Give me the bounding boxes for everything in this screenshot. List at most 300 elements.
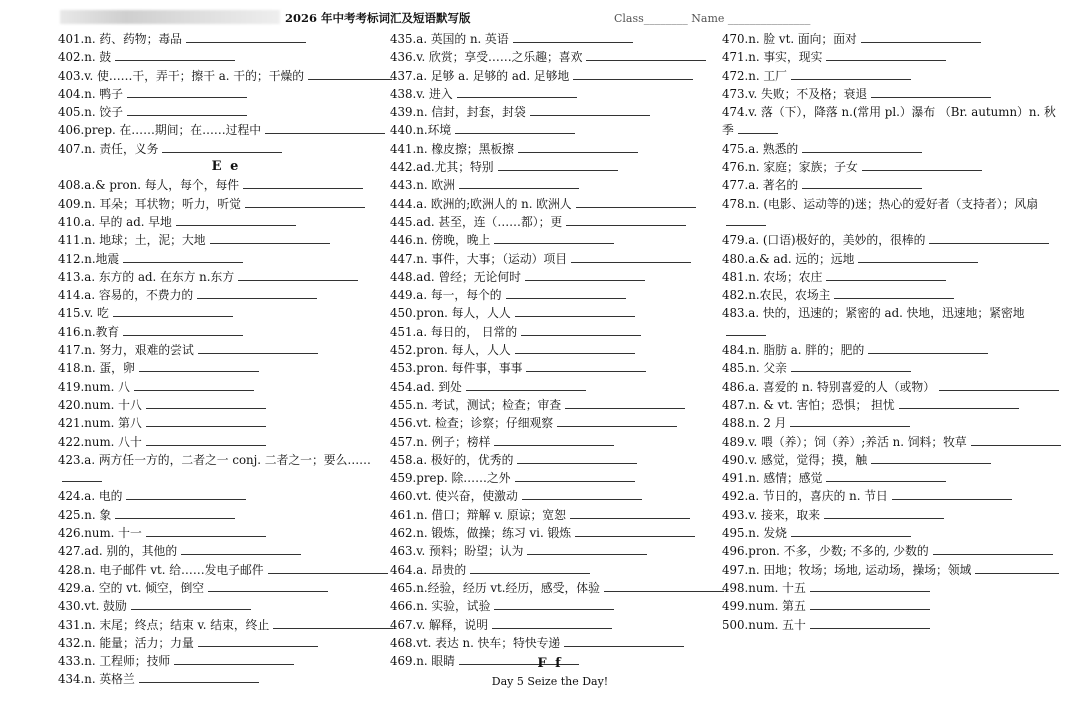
entry-definition: n. 蛋，卵 bbox=[84, 361, 135, 376]
answer-blank[interactable] bbox=[146, 396, 266, 409]
answer-blank[interactable] bbox=[791, 524, 911, 537]
vocab-entry bbox=[58, 286, 394, 304]
entry-definition: n. 努力，艰难的尝试 bbox=[84, 343, 194, 358]
entry-definition: n. 象 bbox=[84, 507, 112, 522]
vocab-entry bbox=[722, 304, 1064, 341]
answer-blank[interactable] bbox=[892, 487, 1012, 500]
entry-number: 453. bbox=[390, 361, 417, 376]
answer-blank[interactable] bbox=[858, 250, 978, 263]
vocab-entry bbox=[390, 30, 726, 48]
answer-blank[interactable] bbox=[198, 634, 318, 647]
entry-definition: a. 两方任一方的，二者之一 conj. 二者之一；要么…… bbox=[84, 452, 371, 467]
entry-definition: v. 欣赏；享受……之乐趣；喜欢 bbox=[416, 50, 583, 65]
vocab-entry bbox=[722, 561, 1064, 579]
entry-number: 499. bbox=[722, 599, 749, 614]
entry-definition: n.农民，农场主 bbox=[748, 288, 831, 303]
vocab-entry bbox=[390, 451, 726, 469]
entry-number: 427. bbox=[58, 544, 85, 559]
section-heading-f: F f bbox=[537, 656, 563, 671]
entry-number: 485. bbox=[722, 361, 749, 376]
entry-definition: a.& pron. 每人，每个，每件 bbox=[84, 178, 240, 193]
vocab-entry bbox=[58, 341, 394, 359]
entry-number: 483. bbox=[722, 306, 749, 321]
answer-blank[interactable] bbox=[131, 597, 251, 610]
entry-definition: n. 2 月 bbox=[748, 416, 787, 431]
answer-blank[interactable] bbox=[245, 195, 365, 208]
answer-blank[interactable] bbox=[134, 378, 254, 391]
answer-blank[interactable] bbox=[126, 487, 246, 500]
vocab-entry bbox=[58, 103, 394, 121]
answer-blank[interactable] bbox=[146, 433, 266, 446]
answer-blank[interactable] bbox=[455, 121, 575, 134]
answer-blank[interactable] bbox=[868, 341, 988, 354]
vocab-entry bbox=[390, 304, 726, 322]
entry-number: 417. bbox=[58, 343, 85, 358]
entry-definition: a. 昂贵的 bbox=[416, 562, 467, 577]
answer-blank[interactable] bbox=[197, 286, 317, 299]
answer-blank[interactable] bbox=[517, 451, 637, 464]
answer-blank[interactable] bbox=[526, 359, 646, 372]
answer-blank[interactable] bbox=[186, 30, 306, 43]
entry-number: 462. bbox=[390, 526, 417, 541]
vocab-entry bbox=[390, 359, 726, 377]
answer-blank[interactable] bbox=[470, 561, 590, 574]
answer-blank[interactable] bbox=[243, 176, 363, 189]
entry-definition: pron. 每人，人人 bbox=[416, 306, 511, 321]
answer-blank[interactable] bbox=[810, 616, 930, 629]
answer-blank[interactable] bbox=[174, 652, 294, 665]
vocab-entry bbox=[390, 506, 726, 524]
page-title: 2026 年中考考标词汇及短语默写版 bbox=[285, 11, 471, 25]
vocab-entry bbox=[58, 652, 394, 670]
vocab-entry bbox=[722, 524, 1064, 542]
answer-blank[interactable] bbox=[586, 48, 706, 61]
entry-definition: a. 熟悉的 bbox=[748, 141, 799, 156]
entry-definition: a. 东方的 ad. 在东方 n.东方 bbox=[84, 269, 235, 284]
vocab-entry bbox=[58, 250, 394, 268]
answer-blank[interactable] bbox=[565, 396, 685, 409]
entry-number: 500. bbox=[722, 617, 749, 632]
entry-number: 475. bbox=[722, 141, 749, 156]
entry-number: 480. bbox=[722, 251, 749, 266]
answer-blank[interactable] bbox=[521, 323, 641, 336]
answer-blank[interactable] bbox=[208, 579, 328, 592]
vocab-entry bbox=[390, 414, 726, 432]
entry-number: 456. bbox=[390, 416, 417, 431]
answer-blank[interactable] bbox=[576, 195, 696, 208]
entry-definition: pron. 每人，人人 bbox=[416, 343, 511, 358]
entry-number: 486. bbox=[722, 379, 749, 394]
entry-definition: v. 落（下），降落 n.(常用 pl.）瀑布 （Br. autumn）n. 秋季 bbox=[722, 105, 1056, 138]
answer-blank[interactable] bbox=[791, 67, 911, 80]
vocab-entry bbox=[58, 414, 394, 432]
vocab-entry bbox=[390, 616, 726, 634]
entry-definition: n. 工程师；技师 bbox=[84, 654, 171, 669]
answer-blank[interactable] bbox=[492, 616, 612, 629]
vocab-entry bbox=[390, 103, 726, 121]
entry-number: 472. bbox=[722, 68, 749, 83]
entry-definition: n. (电影、运动等的)迷；热心的爱好者（支持者）；风扇 bbox=[748, 196, 1039, 211]
entry-definition: v. 感觉，觉得；摸，触 bbox=[748, 452, 868, 467]
entry-definition: a. 快的，迅速的；紧密的 ad. 快地，迅速地；紧密地 bbox=[748, 306, 1025, 321]
entry-number: 446. bbox=[390, 233, 417, 248]
vocab-entry bbox=[390, 250, 726, 268]
answer-blank[interactable] bbox=[127, 103, 247, 116]
vocab-entry bbox=[390, 579, 726, 597]
entry-number: 458. bbox=[390, 452, 417, 467]
entry-definition: v. 吃 bbox=[84, 306, 109, 321]
vocab-entry bbox=[58, 121, 394, 139]
vocab-entry bbox=[722, 542, 1064, 560]
vocab-entry bbox=[58, 231, 394, 249]
answer-blank[interactable] bbox=[457, 85, 577, 98]
entry-definition: a. 节日的，喜庆的 n. 节日 bbox=[748, 489, 888, 504]
entry-definition: n. 鸭子 bbox=[84, 86, 123, 101]
vocab-entry bbox=[722, 378, 1064, 396]
vocab-entry bbox=[58, 195, 394, 213]
entry-definition: num. 十五 bbox=[748, 580, 806, 595]
entry-definition: num. 五十 bbox=[748, 617, 806, 632]
vocab-entry bbox=[390, 268, 726, 286]
entry-number: 431. bbox=[58, 617, 85, 632]
vocab-entry bbox=[58, 561, 394, 579]
word-column-2 bbox=[390, 30, 726, 670]
vocab-entry bbox=[722, 30, 1064, 48]
entry-number: 455. bbox=[390, 397, 417, 412]
entry-definition: a. 英国的 n. 英语 bbox=[416, 32, 509, 46]
entry-definition: num. 第五 bbox=[748, 599, 806, 614]
vocab-entry bbox=[58, 359, 394, 377]
word-column-3 bbox=[722, 30, 1064, 634]
answer-blank[interactable] bbox=[810, 597, 930, 610]
entry-number: 460. bbox=[390, 489, 417, 504]
entry-definition: num. 八十 bbox=[84, 434, 142, 449]
entry-definition: pron. 不多，少数; 不多的, 少数的 bbox=[748, 544, 929, 559]
answer-blank[interactable] bbox=[268, 561, 388, 574]
entry-definition: n. 耳朵；耳状物；听力，听觉 bbox=[84, 196, 241, 211]
answer-blank[interactable] bbox=[176, 213, 296, 226]
vocab-entry bbox=[722, 140, 1064, 158]
answer-blank[interactable] bbox=[498, 158, 618, 171]
entry-number: 454. bbox=[390, 379, 417, 394]
answer-blank[interactable] bbox=[726, 213, 766, 226]
entry-number: 406. bbox=[58, 123, 85, 138]
entry-number: 490. bbox=[722, 452, 749, 467]
entry-definition: n.经验，经历 vt.经历，感受，体验 bbox=[416, 580, 600, 595]
vocab-entry bbox=[58, 451, 394, 488]
entry-definition: n. 工厂 bbox=[748, 68, 787, 83]
answer-blank[interactable] bbox=[899, 396, 1019, 409]
answer-blank[interactable] bbox=[494, 597, 614, 610]
answer-blank[interactable] bbox=[871, 451, 991, 464]
entry-number: 484. bbox=[722, 343, 749, 358]
entry-number: 463. bbox=[390, 544, 417, 559]
answer-blank[interactable] bbox=[494, 433, 614, 446]
entry-number: 495. bbox=[722, 526, 749, 541]
answer-blank[interactable] bbox=[127, 85, 247, 98]
entry-number: 467. bbox=[390, 617, 417, 632]
answer-blank[interactable] bbox=[146, 414, 266, 427]
vocab-entry bbox=[722, 506, 1064, 524]
answer-blank[interactable] bbox=[871, 85, 991, 98]
entry-definition: n. 发烧 bbox=[748, 526, 787, 541]
vocab-entry bbox=[390, 597, 726, 615]
entry-definition: n.环境 bbox=[416, 123, 452, 138]
answer-blank[interactable] bbox=[826, 469, 946, 482]
answer-blank[interactable] bbox=[115, 506, 235, 519]
answer-blank[interactable] bbox=[802, 176, 922, 189]
vocab-entry bbox=[58, 597, 394, 615]
answer-blank[interactable] bbox=[515, 469, 635, 482]
answer-blank[interactable] bbox=[162, 140, 282, 153]
entry-number: 476. bbox=[722, 160, 749, 175]
answer-blank[interactable] bbox=[802, 140, 922, 153]
answer-blank[interactable] bbox=[466, 378, 586, 391]
answer-blank[interactable] bbox=[139, 670, 259, 683]
entry-definition: n. 例子；榜样 bbox=[416, 434, 491, 449]
entry-definition: a. 喜爱的 n. 特别喜爱的人（或物） bbox=[748, 379, 936, 394]
answer-blank[interactable] bbox=[181, 542, 301, 555]
entry-number: 420. bbox=[58, 397, 85, 412]
entry-number: 402. bbox=[58, 50, 85, 65]
vocab-entry bbox=[58, 506, 394, 524]
entry-number: 440. bbox=[390, 123, 417, 138]
entry-definition: a. 每日的， 日常的 bbox=[416, 324, 518, 339]
entry-definition: n. 电子邮件 vt. 给……发电子邮件 bbox=[84, 562, 264, 577]
entry-number: 464. bbox=[390, 562, 417, 577]
entry-number: 415. bbox=[58, 306, 85, 321]
entry-definition: a. 空的 vt. 倾空，倒空 bbox=[84, 580, 205, 595]
entry-definition: a. 欧洲的;欧洲人的 n. 欧洲人 bbox=[416, 196, 572, 211]
answer-blank[interactable] bbox=[604, 579, 724, 592]
entry-definition: n. 事件，大事；（运动）项目 bbox=[416, 251, 568, 266]
entry-number: 424. bbox=[58, 489, 85, 504]
answer-blank[interactable] bbox=[525, 268, 645, 281]
vocab-entry bbox=[390, 341, 726, 359]
vocab-entry bbox=[58, 48, 394, 66]
vocab-entry bbox=[390, 121, 726, 139]
vocab-entry bbox=[722, 616, 1064, 634]
entry-definition: n. 能量；活力；力量 bbox=[84, 635, 194, 650]
entry-number: 450. bbox=[390, 306, 417, 321]
entry-number: 445. bbox=[390, 214, 417, 229]
answer-blank[interactable] bbox=[738, 121, 778, 134]
entry-definition: num. 十八 bbox=[84, 397, 142, 412]
answer-blank[interactable] bbox=[933, 542, 1053, 555]
vocab-entry bbox=[390, 378, 726, 396]
answer-blank[interactable] bbox=[566, 213, 686, 226]
vocab-entry bbox=[58, 634, 394, 652]
entry-definition: ad. 到处 bbox=[416, 379, 462, 394]
entry-number: 491. bbox=[722, 471, 749, 486]
entry-number: 447. bbox=[390, 251, 417, 266]
answer-blank[interactable] bbox=[273, 616, 393, 629]
entry-number: 443. bbox=[390, 178, 417, 193]
entry-definition: v. 解释，说明 bbox=[416, 617, 489, 632]
vocab-entry bbox=[390, 433, 726, 451]
entry-definition: a. 足够 a. 足够的 ad. 足够地 bbox=[416, 68, 570, 83]
entry-definition: n. 实验，试验 bbox=[416, 599, 491, 614]
entry-number: 466. bbox=[390, 599, 417, 614]
answer-blank[interactable] bbox=[790, 414, 910, 427]
vocab-entry bbox=[722, 597, 1064, 615]
entry-number: 409. bbox=[58, 196, 85, 211]
entry-number: 403. bbox=[58, 68, 85, 83]
vocab-entry bbox=[722, 451, 1064, 469]
answer-blank[interactable] bbox=[726, 323, 766, 336]
entry-definition: n. 橡皮擦；黑板擦 bbox=[416, 141, 514, 156]
answer-blank[interactable] bbox=[861, 30, 981, 43]
vocab-entry bbox=[722, 195, 1064, 232]
entry-number: 497. bbox=[722, 562, 749, 577]
vocab-entry bbox=[722, 579, 1064, 597]
answer-blank[interactable] bbox=[573, 67, 693, 80]
entry-definition: n. 田地；牧场；场地, 运动场，操场；领域 bbox=[748, 562, 972, 577]
class-name-field: Class________ Name _______________ bbox=[614, 12, 811, 25]
answer-blank[interactable] bbox=[834, 286, 954, 299]
vocab-entry bbox=[722, 48, 1064, 66]
entry-number: 435. bbox=[390, 32, 417, 46]
entry-number: 457. bbox=[390, 434, 417, 449]
answer-blank[interactable] bbox=[826, 48, 946, 61]
vocab-entry bbox=[722, 414, 1064, 432]
answer-blank[interactable] bbox=[810, 579, 930, 592]
answer-blank[interactable] bbox=[115, 48, 235, 61]
vocab-entry bbox=[58, 524, 394, 542]
entry-definition: n. 事实，现实 bbox=[748, 50, 823, 65]
vocab-entry bbox=[58, 487, 394, 505]
answer-blank[interactable] bbox=[198, 341, 318, 354]
entry-definition: a. 电的 bbox=[84, 489, 123, 504]
answer-blank[interactable] bbox=[513, 30, 633, 43]
answer-blank[interactable] bbox=[494, 231, 614, 244]
answer-blank[interactable] bbox=[557, 414, 677, 427]
vocab-entry bbox=[58, 30, 394, 48]
answer-blank[interactable] bbox=[564, 634, 684, 647]
entry-definition: n. 家庭；家族；子女 bbox=[748, 160, 858, 175]
vocab-entry bbox=[58, 67, 394, 85]
answer-blank[interactable] bbox=[113, 304, 233, 317]
answer-blank[interactable] bbox=[518, 140, 638, 153]
blurred-header-text bbox=[60, 10, 280, 24]
entry-definition: ad. 别的，其他的 bbox=[84, 544, 178, 559]
answer-blank[interactable] bbox=[939, 378, 1059, 391]
answer-blank[interactable] bbox=[570, 506, 690, 519]
answer-blank[interactable] bbox=[824, 506, 944, 519]
entry-definition: n. 责任，义务 bbox=[84, 141, 159, 156]
entry-definition: ad. 甚至，连（……都）；更 bbox=[416, 214, 563, 229]
answer-blank[interactable] bbox=[522, 487, 642, 500]
entry-number: 437. bbox=[390, 68, 417, 83]
vocab-entry bbox=[390, 323, 726, 341]
vocab-entry bbox=[58, 616, 394, 634]
entry-definition: vt. 检查；诊察；仔细观察 bbox=[416, 416, 554, 431]
entry-number: 411. bbox=[58, 233, 85, 248]
answer-blank[interactable] bbox=[527, 542, 647, 555]
word-column-1 bbox=[58, 30, 394, 689]
entry-number: 442. bbox=[390, 160, 417, 175]
entry-number: 439. bbox=[390, 105, 417, 120]
entry-definition: a. 极好的，优秀的 bbox=[416, 452, 514, 467]
vocab-entry bbox=[390, 561, 726, 579]
vocab-entry bbox=[722, 433, 1064, 451]
vocab-entry bbox=[58, 85, 394, 103]
entry-number: 471. bbox=[722, 50, 749, 65]
entry-definition: vt. 使兴奋，使激动 bbox=[416, 489, 518, 504]
answer-blank[interactable] bbox=[575, 524, 695, 537]
entry-number: 426. bbox=[58, 526, 85, 541]
answer-blank[interactable] bbox=[123, 323, 243, 336]
vocab-entry bbox=[722, 286, 1064, 304]
answer-blank[interactable] bbox=[210, 231, 330, 244]
entry-number: 469. bbox=[390, 654, 417, 669]
answer-blank[interactable] bbox=[459, 176, 579, 189]
vocab-entry bbox=[58, 323, 394, 341]
entry-number: 496. bbox=[722, 544, 749, 559]
vocab-entry bbox=[58, 542, 394, 560]
answer-blank[interactable] bbox=[791, 359, 911, 372]
entry-definition: n. 药、药物；毒品 bbox=[84, 32, 182, 46]
answer-blank[interactable] bbox=[530, 103, 650, 116]
answer-blank[interactable] bbox=[971, 433, 1061, 446]
answer-blank[interactable] bbox=[571, 250, 691, 263]
entry-number: 419. bbox=[58, 379, 85, 394]
entry-number: 441. bbox=[390, 141, 417, 156]
entry-number: 434. bbox=[58, 672, 85, 687]
entry-number: 448. bbox=[390, 269, 417, 284]
entry-definition: n. 信封，封套，封袋 bbox=[416, 105, 526, 120]
entry-definition: v. 喂（养）；饲（养）;养活 n. 饲料；牧草 bbox=[748, 434, 967, 449]
answer-blank[interactable] bbox=[862, 158, 982, 171]
entry-definition: v. 失败；不及格；衰退 bbox=[748, 86, 868, 101]
entry-definition: v. 进入 bbox=[416, 86, 453, 101]
answer-blank[interactable] bbox=[146, 524, 266, 537]
entry-definition: v. 使……干，弄干；擦干 a. 干的；干燥的 bbox=[84, 68, 305, 83]
vocab-entry bbox=[390, 469, 726, 487]
entry-definition: prep. 在……期间；在……过程中 bbox=[84, 123, 262, 138]
entry-definition: ad.尤其；特别 bbox=[416, 160, 494, 175]
entry-definition: num. 第八 bbox=[84, 416, 142, 431]
answer-blank[interactable] bbox=[238, 268, 358, 281]
answer-blank[interactable] bbox=[123, 250, 243, 263]
answer-blank[interactable] bbox=[265, 121, 385, 134]
answer-blank[interactable] bbox=[139, 359, 259, 372]
answer-blank[interactable] bbox=[506, 286, 626, 299]
entry-number: 421. bbox=[58, 416, 85, 431]
entry-definition: n. & vt. 害怕；恐惧； 担忧 bbox=[748, 397, 895, 412]
vocab-entry bbox=[722, 250, 1064, 268]
vocab-entry bbox=[722, 158, 1064, 176]
entry-number: 438. bbox=[390, 86, 417, 101]
answer-blank[interactable] bbox=[515, 304, 635, 317]
answer-blank[interactable] bbox=[308, 67, 392, 80]
answer-blank[interactable] bbox=[929, 231, 1049, 244]
answer-blank[interactable] bbox=[975, 561, 1059, 574]
vocab-entry bbox=[390, 634, 726, 652]
vocab-entry bbox=[722, 469, 1064, 487]
entry-number: 498. bbox=[722, 580, 749, 595]
entry-number: 404. bbox=[58, 86, 85, 101]
answer-blank[interactable] bbox=[826, 268, 946, 281]
answer-blank[interactable] bbox=[62, 469, 102, 482]
entry-definition: n. 锻炼，做操；练习 vi. 锻炼 bbox=[416, 526, 572, 541]
entry-number: 436. bbox=[390, 50, 417, 65]
vocab-entry bbox=[390, 158, 726, 176]
entry-number: 405. bbox=[58, 105, 85, 120]
entry-number: 413. bbox=[58, 269, 85, 284]
answer-blank[interactable] bbox=[515, 341, 635, 354]
entry-definition: v. 接来，取来 bbox=[748, 507, 821, 522]
